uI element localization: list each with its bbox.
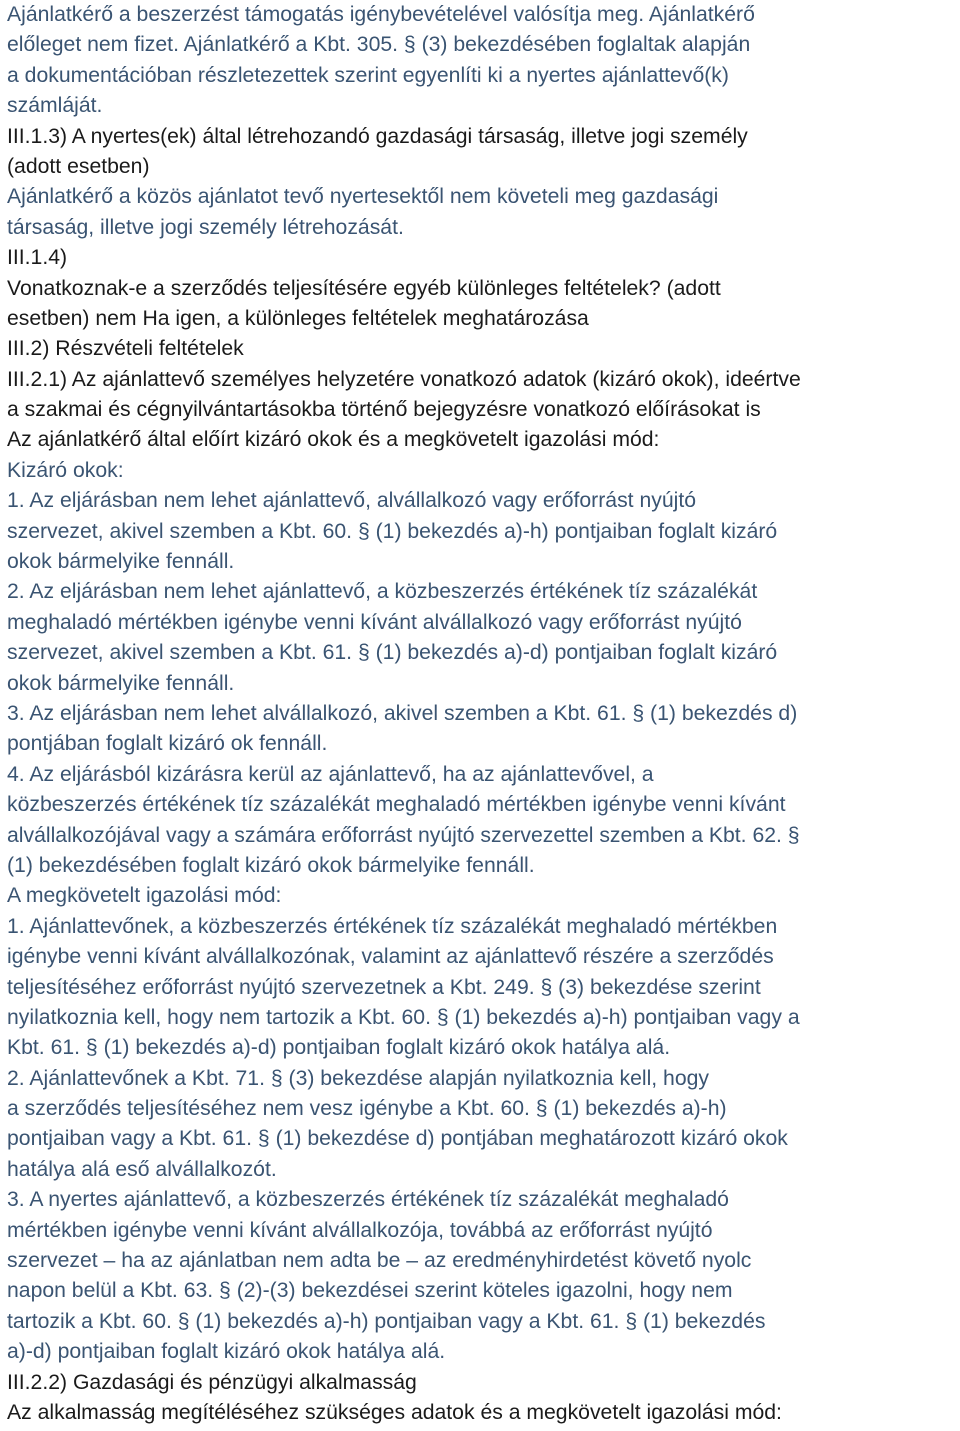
document-line: Az alkalmasság megítéléséhez szükséges adatok és a megkövetelt igazolási mód: (7, 1400, 782, 1424)
document-line: meghaladó mértékben igénybe venni kívánt alvállalkozó vagy erőforrást nyújtó (7, 610, 742, 634)
document-body (7, 0, 959, 1428)
document-line: szervezet, akivel szemben a Kbt. 60. § (1) bekezdés a)-h) pontjaiban foglalt kizáró (7, 519, 778, 543)
document-line: Kizáró okok: (7, 458, 124, 482)
document-line: mértékben igénybe venni kívánt alvállalkozója, továbbá az erőforrást nyújtó (7, 1218, 713, 1242)
document-line: (adott esetben) (7, 154, 150, 178)
document-line: III.2.1) Az ajánlattevő személyes helyzetére vonatkozó adatok (kizáró okok), ideértve (7, 367, 801, 391)
document-line: társaság, illetve jogi személy létrehozását. (7, 215, 404, 239)
document-line: 1. Ajánlattevőnek, a közbeszerzés értékének tíz százalékát meghaladó mértékben (7, 914, 778, 938)
document-line: 1. Az eljárásban nem lehet ajánlattevő, alvállalkozó vagy erőforrást nyújtó (7, 489, 696, 513)
document-line: 3. Az eljárásban nem lehet alvállalkozó, akivel szemben a Kbt. 61. § (1) bekezdés d) (7, 701, 798, 725)
document-line: A megkövetelt igazolási mód: (7, 884, 282, 908)
document-line: 2. Ajánlattevőnek a Kbt. 71. § (3) bekezdése alapján nyilatkoznia kell, hogy (7, 1066, 709, 1090)
document-line: okok bármelyike fennáll. (7, 671, 235, 695)
document-line: okok bármelyike fennáll. (7, 550, 235, 574)
document-line: nyilatkoznia kell, hogy nem tartozik a Kbt. 60. § (1) bekezdés a)-h) pontjaiban vagy a (7, 1005, 800, 1029)
document-line: Vonatkoznak-e a szerződés teljesítésére egyéb különleges feltételek? (adott (7, 276, 721, 300)
document-line: Ajánlatkérő a közös ajánlatot tevő nyertesektől nem követeli meg gazdasági (7, 185, 719, 209)
document-line: közbeszerzés értékének tíz százalékát meghaladó mértékben igénybe venni kívánt (7, 793, 786, 817)
document-line: III.1.4) (7, 246, 68, 270)
document-line: teljesítéséhez erőforrást nyújtó szervezetnek a Kbt. 249. § (3) bekezdése szerint (7, 975, 761, 999)
document-line: pontjaiban vagy a Kbt. 61. § (1) bekezdése d) pontjában meghatározott kizáró okok (7, 1127, 788, 1151)
document-line: alvállalkozójával vagy a számára erőforrást nyújtó szervezettel szemben a Kbt. 62. § (7, 823, 800, 847)
document-line: esetben) nem Ha igen, a különleges feltételek meghatározása (7, 306, 589, 330)
document-line: a)-d) pontjaiban foglalt kizáró okok hatálya alá. (7, 1340, 446, 1364)
document-line: pontjában foglalt kizáró ok fennáll. (7, 732, 328, 756)
document-line: Kbt. 61. § (1) bekezdés a)-d) pontjaiban foglalt kizáró okok hatálya alá. (7, 1036, 671, 1060)
document-line: napon belül a Kbt. 63. § (2)-(3) bekezdései szerint köteles igazolni, hogy nem (7, 1279, 733, 1303)
document-line: a dokumentációban részletezettek szerint egyenlíti ki a nyertes ajánlattevő(k) (7, 63, 729, 87)
document-line: 4. Az eljárásból kizárásra kerül az ajánlattevő, ha az ajánlattevővel, a (7, 762, 654, 786)
document-line: igénybe venni kívánt alvállalkozónak, valamint az ajánlattevő részére a szerződés (7, 945, 774, 969)
document-line: III.2.2) Gazdasági és pénzügyi alkalmasság (7, 1370, 417, 1394)
document-line: számláját. (7, 94, 103, 118)
document-line: III.1.3) A nyertes(ek) által létrehozandó gazdasági társaság, illetve jogi személy (7, 124, 748, 148)
document-line: Az ajánlatkérő által előírt kizáró okok és a megkövetelt igazolási mód: (7, 428, 660, 452)
document-line: III.2) Részvételi feltételek (7, 337, 244, 361)
document-line: tartozik a Kbt. 60. § (1) bekezdés a)-h) pontjaiban vagy a Kbt. 61. § (1) bekezdés (7, 1309, 766, 1333)
document-line: hatálya alá eső alvállalkozót. (7, 1157, 277, 1181)
document-line: Ajánlatkérő a beszerzést támogatás igénybevételével valósítja meg. Ajánlatkérő (7, 3, 755, 26)
document-line: a szakmai és cégnyilvántartásokba történő bejegyzésre vonatkozó előírásokat is (7, 398, 761, 422)
document-line: 3. A nyertes ajánlattevő, a közbeszerzés értékének tíz százalékát meghaladó (7, 1188, 729, 1212)
document-line: (1) bekezdésében foglalt kizáró okok bármelyike fennáll. (7, 853, 535, 877)
document-line: a szerződés teljesítéséhez nem vesz igénybe a Kbt. 60. § (1) bekezdés a)-h) (7, 1097, 727, 1121)
document-line: szervezet, akivel szemben a Kbt. 61. § (1) bekezdés a)-d) pontjaiban foglalt kizáró (7, 641, 778, 665)
document-line: 2. Az eljárásban nem lehet ajánlattevő, a közbeszerzés értékének tíz százalékát (7, 580, 758, 604)
document-line: előleget nem fizet. Ajánlatkérő a Kbt. 305. § (3) bekezdésében foglaltak alapján (7, 33, 751, 57)
document-line: szervezet – ha az ajánlatban nem adta be – az eredményhirdetést követő nyolc (7, 1249, 752, 1273)
